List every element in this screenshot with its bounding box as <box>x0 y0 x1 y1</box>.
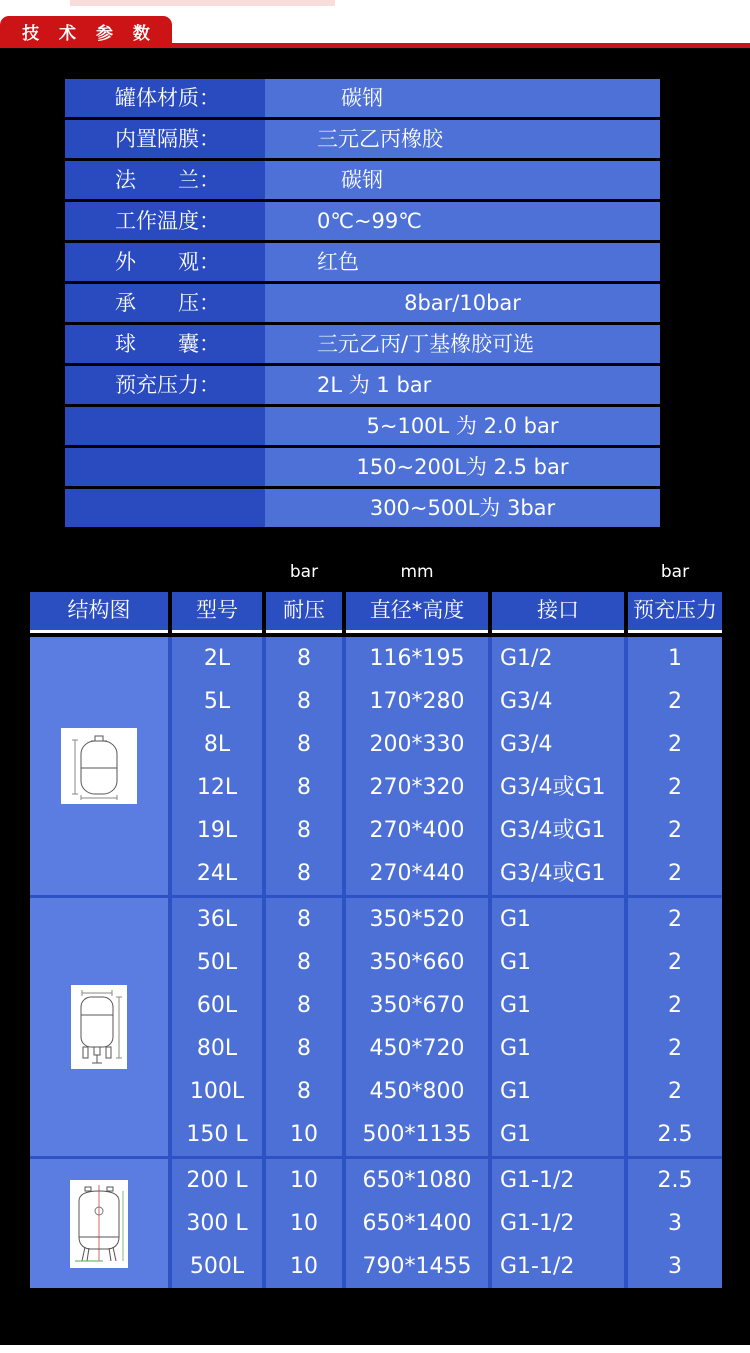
unit-label-precharge: bar <box>660 562 690 582</box>
spec-value: 三元乙丙橡胶 <box>265 120 660 158</box>
spec-row <box>65 325 660 363</box>
model-column <box>172 1159 262 1288</box>
spec-row <box>65 366 660 404</box>
port-value: G1 <box>500 950 532 975</box>
model-value: 19L <box>196 818 238 843</box>
size-value: 450*800 <box>369 1079 465 1104</box>
model-value: 5L <box>203 689 231 714</box>
spec-label <box>65 448 265 486</box>
pressure-value: 8 <box>297 1036 311 1061</box>
model-value: 24L <box>196 861 238 886</box>
pressure-value: 8 <box>297 646 311 671</box>
model-group-3 <box>30 1159 722 1288</box>
port-value: G3/4或G1 <box>500 861 606 886</box>
tank-with-legs-diagram-icon <box>71 985 127 1069</box>
port-column <box>492 637 624 895</box>
precharge-value: 2 <box>668 950 682 975</box>
spec-label: 法 兰： <box>65 161 265 199</box>
header-size: 直径*高度 <box>346 592 488 633</box>
header-precharge: 预充压力 <box>628 592 722 633</box>
pressure-value: 8 <box>297 689 311 714</box>
unit-label-size: mm <box>400 562 434 582</box>
port-column <box>492 1159 624 1288</box>
spec-label: 预充压力： <box>65 366 265 404</box>
model-value: 500L <box>189 1254 245 1279</box>
model-table-header <box>30 592 722 633</box>
pressure-value: 10 <box>290 1254 318 1279</box>
port-value: G1 <box>500 1036 532 1061</box>
pressure-value: 8 <box>297 818 311 843</box>
spec-row <box>65 161 660 199</box>
pressure-column <box>266 898 342 1156</box>
precharge-column <box>628 1159 722 1288</box>
model-value: 60L <box>196 993 238 1018</box>
spec-table <box>65 79 660 527</box>
port-value: G1 <box>500 1079 532 1104</box>
diagram-cell <box>30 1159 168 1288</box>
port-value: G1-1/2 <box>500 1254 575 1279</box>
model-column <box>172 637 262 895</box>
model-value: 36L <box>196 907 238 932</box>
unit-label-pressure: bar <box>289 562 319 582</box>
spec-value: 2L 为 1 bar <box>265 366 660 404</box>
model-value: 100L <box>189 1079 245 1104</box>
size-value: 116*195 <box>369 646 465 671</box>
size-value: 200*330 <box>369 732 465 757</box>
pressure-value: 10 <box>290 1168 318 1193</box>
size-value: 650*1400 <box>362 1211 472 1236</box>
bottom-white-strip <box>0 1345 750 1353</box>
model-value: 300 L <box>186 1211 248 1236</box>
model-value: 150 L <box>186 1122 248 1147</box>
spec-label: 球 囊： <box>65 325 265 363</box>
precharge-value: 2 <box>668 861 682 886</box>
model-value: 200 L <box>186 1168 248 1193</box>
size-column <box>346 1159 488 1288</box>
port-column <box>492 898 624 1156</box>
header-diagram: 结构图 <box>30 592 168 633</box>
header-port: 接口 <box>492 592 624 633</box>
model-value: 50L <box>196 950 238 975</box>
spec-label: 外 观： <box>65 243 265 281</box>
spec-label: 内置隔膜： <box>65 120 265 158</box>
pressure-value: 8 <box>297 993 311 1018</box>
spec-label: 罐体材质： <box>65 79 265 117</box>
port-value: G1-1/2 <box>500 1211 575 1236</box>
model-value: 12L <box>196 775 238 800</box>
model-table-body <box>30 637 722 1288</box>
spec-value: 8bar/10bar <box>265 284 660 322</box>
size-value: 270*320 <box>369 775 465 800</box>
pressure-value: 8 <box>297 1079 311 1104</box>
spec-row <box>65 120 660 158</box>
size-value: 650*1080 <box>362 1168 472 1193</box>
pressure-column <box>266 637 342 895</box>
spec-row <box>65 202 660 240</box>
precharge-value: 3 <box>668 1211 682 1236</box>
size-value: 350*520 <box>369 907 465 932</box>
spec-row <box>65 407 660 445</box>
port-value: G3/4或G1 <box>500 775 606 800</box>
precharge-value: 2 <box>668 689 682 714</box>
precharge-value: 2.5 <box>657 1122 693 1147</box>
spec-row <box>65 79 660 117</box>
header-pressure: 耐压 <box>266 592 342 633</box>
port-value: G1 <box>500 1122 532 1147</box>
precharge-value: 2 <box>668 1079 682 1104</box>
spec-value: 5~100L 为 2.0 bar <box>265 407 660 445</box>
port-value: G1 <box>500 993 532 1018</box>
spec-value: 碳钢 <box>265 79 660 117</box>
size-column <box>346 898 488 1156</box>
cropped-content-artifact <box>70 0 335 6</box>
precharge-value: 3 <box>668 1254 682 1279</box>
spec-row <box>65 489 660 527</box>
port-value: G1 <box>500 907 532 932</box>
pressure-value: 8 <box>297 861 311 886</box>
size-value: 270*440 <box>369 861 465 886</box>
spec-label <box>65 407 265 445</box>
size-value: 450*720 <box>369 1036 465 1061</box>
section-title: 技 术 参 数 <box>22 24 157 44</box>
precharge-column <box>628 898 722 1156</box>
port-value: G3/4 <box>500 689 553 714</box>
precharge-column <box>628 637 722 895</box>
size-column <box>346 637 488 895</box>
port-value: G3/4或G1 <box>500 818 606 843</box>
precharge-value: 2 <box>668 907 682 932</box>
pressure-value: 10 <box>290 1211 318 1236</box>
size-value: 790*1455 <box>362 1254 472 1279</box>
spec-label <box>65 489 265 527</box>
precharge-value: 2.5 <box>657 1168 693 1193</box>
port-value: G3/4 <box>500 732 553 757</box>
size-value: 350*670 <box>369 993 465 1018</box>
spec-value: 0℃~99℃ <box>265 202 660 240</box>
large-tank-with-legs-diagram-icon <box>70 1180 128 1268</box>
spec-value: 红色 <box>265 243 660 281</box>
spec-value: 300~500L为 3bar <box>265 489 660 527</box>
spec-label: 工作温度： <box>65 202 265 240</box>
section-title-tab <box>0 16 172 47</box>
pressure-value: 8 <box>297 775 311 800</box>
model-group-2 <box>30 898 722 1156</box>
model-value: 80L <box>196 1036 238 1061</box>
spec-row <box>65 243 660 281</box>
size-value: 170*280 <box>369 689 465 714</box>
size-value: 270*400 <box>369 818 465 843</box>
diagram-cell <box>30 898 168 1156</box>
unit-labels-row <box>30 557 722 587</box>
model-value: 2L <box>203 646 231 671</box>
header-model: 型号 <box>172 592 262 633</box>
port-value: G1-1/2 <box>500 1168 575 1193</box>
precharge-value: 2 <box>668 732 682 757</box>
precharge-value: 2 <box>668 993 682 1018</box>
size-value: 500*1135 <box>362 1122 472 1147</box>
precharge-value: 2 <box>668 818 682 843</box>
spec-row <box>65 284 660 322</box>
pressure-value: 8 <box>297 732 311 757</box>
precharge-value: 1 <box>668 646 682 671</box>
small-vertical-tank-diagram-icon <box>61 728 137 804</box>
spec-label: 承 压： <box>65 284 265 322</box>
spec-value: 碳钢 <box>265 161 660 199</box>
pressure-value: 8 <box>297 950 311 975</box>
spec-value: 150~200L为 2.5 bar <box>265 448 660 486</box>
port-value: G1/2 <box>500 646 553 671</box>
pressure-column <box>266 1159 342 1288</box>
precharge-value: 2 <box>668 1036 682 1061</box>
pressure-value: 10 <box>290 1122 318 1147</box>
model-column <box>172 898 262 1156</box>
diagram-cell <box>30 637 168 895</box>
size-value: 350*660 <box>369 950 465 975</box>
precharge-value: 2 <box>668 775 682 800</box>
spec-row <box>65 448 660 486</box>
model-group-1 <box>30 637 722 895</box>
spec-value: 三元乙丙/丁基橡胶可选 <box>265 325 660 363</box>
pressure-value: 8 <box>297 907 311 932</box>
model-value: 8L <box>203 732 231 757</box>
